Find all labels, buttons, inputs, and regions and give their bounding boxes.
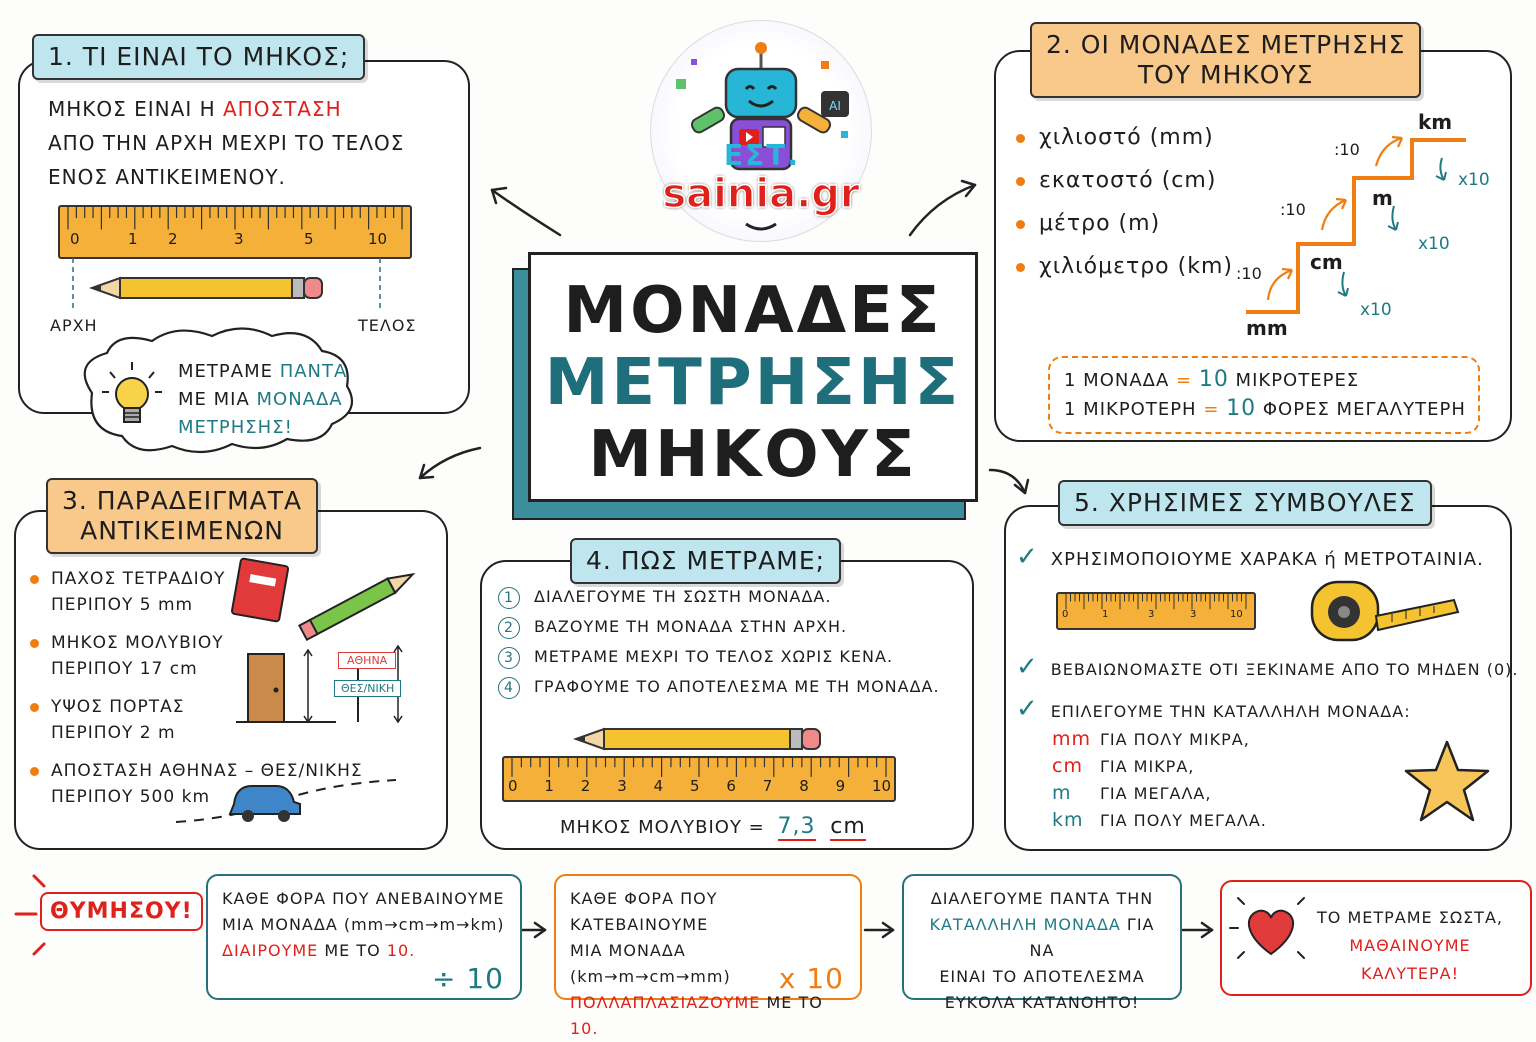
box3-l4: ΕΥΚΟΛΑ ΚΑΤΑΝΟΗΤΟ! [944, 993, 1140, 1012]
remember-box-3 [902, 874, 1182, 1012]
cloud-text-b: ΠΑΝΤΑ [279, 361, 348, 382]
stair-div-2: :10 [1280, 200, 1306, 219]
ruler-tick-label: 2 [168, 229, 178, 248]
step-item [498, 582, 940, 612]
car-icon [176, 774, 406, 834]
tip-1-text: ΧΡΗΣΙΜΟΠΟΙΟΥΜΕ ΧΑΡΑΚΑ ή ΜΕΤΡΟΤΑΙΝΙΑ. [1050, 549, 1484, 570]
definition-part-c: ΕΝΟΣ ΑΝΤΙΚΕΙΜΕΝΟΥ. [48, 165, 286, 189]
unit-label: χιλιοστό (mm) [1039, 125, 1214, 150]
unit-list [1016, 116, 1233, 288]
tip-1 [1016, 542, 1484, 572]
box2-l2: ΜΙΑ ΜΟΝΑΔΑ (km→m→cm→mm) [570, 941, 731, 986]
step-number: 2 [498, 617, 520, 639]
unit-item [1016, 245, 1233, 288]
box1-l2: ΜΙΑ ΜΟΝΑΔΑ (mm→cm→m→km) [222, 915, 505, 934]
section-1-title: 1. ΤΙ ΕΙΝΑΙ ΤΟ ΜΗΚΟΣ; [32, 34, 365, 80]
logo-small-text: ΕΣΤ. [724, 139, 800, 172]
cloud-text-a: ΜΕΤΡΑΜΕ [178, 361, 280, 382]
choice-text: ΓΙΑ ΠΟΛΥ ΜΙΚΡΑ, [1100, 730, 1250, 749]
step-number: 3 [498, 647, 520, 669]
unit-item [1016, 202, 1233, 245]
ruler-tick-label: 7 [762, 776, 773, 795]
bullet-icon [30, 639, 39, 648]
step-number: 4 [498, 677, 520, 699]
rule1-n: 10 [1198, 367, 1229, 392]
title-line-1: ΜΟΝΑΔΕΣ [563, 274, 943, 348]
section-3-title-l2: ΑΝΤΙΚΕΙΜΕΝΩΝ [80, 516, 284, 545]
section-2-title-l2: ΤΟΥ ΜΗΚΟΥΣ [1137, 60, 1314, 89]
ruler-tick-label: 3 [1190, 609, 1197, 621]
bullet-icon [1016, 263, 1025, 272]
rule2-b: ΦΟΡΕΣ ΜΕΓΑΛΥΤΕΡΗ [1256, 399, 1466, 420]
remember-label: ΘΥΜΗΣΟΥ! [40, 892, 203, 931]
logo-text: sainia.gr [662, 171, 860, 217]
box4-l1: ΤΟ ΜΕΤΡΑΜΕ ΣΩΣΤΑ, [1317, 908, 1503, 927]
ruler-tick-label: 0 [508, 776, 518, 795]
box4-red: ΜΑΘΑΙΝΟΥΜΕ ΚΑΛΥΤΕΡΑ! [1349, 936, 1471, 983]
box3-l1: ΔΙΑΛΕΓΟΥΜΕ ΠΑΝΤΑ ΤΗΝ [930, 889, 1154, 908]
unit-label: μέτρο (m) [1039, 211, 1161, 236]
stair-mul-2: x10 [1418, 234, 1450, 254]
step-item [498, 642, 940, 672]
section-1-definition [48, 92, 458, 194]
steps-list [498, 582, 940, 702]
choice-unit: cm [1052, 755, 1083, 777]
notebook-icon [230, 558, 290, 622]
ruler-tick-label: 5 [304, 229, 314, 248]
stair-km: km [1418, 110, 1453, 134]
definition-part-a: ΜΗΚΟΣ ΕΙΝΑΙ Η [48, 97, 223, 121]
ruler-tick-label: 10 [1230, 609, 1243, 621]
ruler-tick-label: 3 [234, 229, 244, 248]
title-block [528, 252, 978, 502]
heart-icon [1226, 888, 1316, 968]
ruler-tick-label: 9 [835, 776, 846, 795]
pencil-2-icon [296, 568, 426, 638]
definition-part-b: ΑΠΟ ΤΗΝ ΑΡΧΗ ΜΕΧΡΙ ΤΟ ΤΕΛΟΣ [48, 131, 405, 155]
choice-item [1052, 807, 1267, 834]
ruler-3 [1056, 592, 1256, 630]
section-3-title [46, 478, 318, 554]
step-text: ΜΕΤΡΑΜΕ ΜΕΧΡΙ ΤΟ ΤΕΛΟΣ ΧΩΡΙΣ ΚΕΝΑ. [534, 647, 894, 666]
remember-box-2 [554, 874, 862, 1038]
box2-l1: ΚΑΘΕ ΦΟΡΑ ΠΟΥ ΚΑΤΕΒΑΙΝΟΥΜΕ [570, 889, 718, 934]
start-label: ΑΡΧΗ [50, 316, 98, 335]
choice-text: ΓΙΑ ΠΟΛΥ ΜΕΓΑΛΑ. [1100, 811, 1267, 830]
tip-2-text: ΒΕΒΑΙΩΝΟΜΑΣΤΕ ΟΤΙ ΞΕΚΙΝΑΜΕ ΑΠΟ ΤΟ ΜΗΔΕΝ (0). [1050, 660, 1519, 679]
cloud-text-e: ΜΕΤΡΗΣΗΣ! [178, 417, 293, 438]
box1-sym: ÷ 10 [432, 962, 504, 995]
ruler-tick-label: 3 [617, 776, 627, 795]
ruler-tick-label: 5 [690, 776, 700, 795]
ruler-tick-label: 2 [580, 776, 591, 795]
step-text: ΒΑΖΟΥΜΕ ΤΗ ΜΟΝΑΔΑ ΣΤΗΝ ΑΡΧΗ. [534, 617, 848, 636]
ruler-tick-label: 10 [872, 776, 892, 795]
ruler-2 [502, 756, 896, 802]
rule2-eq: = [1203, 399, 1220, 420]
check-icon: ✓ [1016, 542, 1039, 572]
sign-thessaloniki: ΘΕΣ/ΝΙΚΗ [334, 680, 401, 697]
svg-text:AI: AI [829, 99, 841, 113]
box1-mid: ΜΕ ΤΟ [318, 941, 387, 960]
example-l2: ΠΕΡΙΠΟΥ 17 cm [51, 659, 198, 679]
step-number: 1 [498, 587, 520, 609]
choice-item [1052, 780, 1267, 807]
example-l2: ΠΕΡΙΠΟΥ 2 m [51, 723, 176, 743]
step-text: ΔΙΑΛΕΓΟΥΜΕ ΤΗ ΣΩΣΤΗ ΜΟΝΑΔΑ. [534, 587, 832, 606]
check-icon: ✓ [1016, 694, 1039, 724]
bullet-icon [1016, 220, 1025, 229]
box2-mid: ΜΕ ΤΟ [760, 993, 823, 1012]
bullet-icon [30, 575, 39, 584]
choice-item [1052, 753, 1267, 780]
tip-3 [1016, 694, 1411, 724]
cloud-text-d: ΜΟΝΑΔΑ [256, 389, 343, 410]
title-line-3: ΜΗΚΟΥΣ [588, 418, 918, 492]
result-label: ΜΗΚΟΣ ΜΟΛΥΒΙΟΥ = [560, 817, 765, 838]
ruler-tick-label: 1 [544, 776, 554, 795]
check-icon: ✓ [1016, 652, 1039, 682]
bullet-icon [30, 703, 39, 712]
sign-athens: ΑΘΗΝΑ [338, 652, 396, 669]
stair-div-1: :10 [1236, 264, 1262, 283]
ruler-3-ticks [1058, 594, 1254, 628]
section-5-title: 5. ΧΡΗΣΙΜΕΣ ΣΥΜΒΟΥΛΕΣ [1058, 480, 1432, 526]
rule2-n: 10 [1226, 396, 1257, 421]
choice-unit: mm [1052, 728, 1092, 750]
step-item [498, 672, 940, 702]
unit-label: εκατοστό (cm) [1039, 168, 1217, 193]
ruler-tick-label: 4 [653, 776, 664, 795]
result-value: 7,3 [777, 814, 816, 839]
ruler-tick-label: 6 [726, 776, 736, 795]
section-3-title-l1: 3. ΠΑΡΑΔΕΙΓΜΑΤΑ [62, 486, 303, 515]
stair-mul-3: x10 [1360, 300, 1392, 320]
section-2-title-l1: 2. ΟΙ ΜΟΝΑΔΕΣ ΜΕΤΡΗΣΗΣ [1046, 30, 1406, 59]
bullet-icon [30, 767, 39, 776]
unit-choices [1052, 726, 1267, 834]
ruler-tick-label: 0 [70, 229, 80, 248]
unit-item [1016, 159, 1233, 202]
unit-item [1016, 116, 1233, 159]
ruler-1 [58, 205, 412, 259]
ruler-tick-label: 10 [368, 229, 388, 248]
box2-num: 10. [570, 1019, 599, 1038]
section-4-title: 4. ΠΩΣ ΜΕΤΡΑΜΕ; [570, 538, 841, 584]
step-text: ΓΡΑΦΟΥΜΕ ΤΟ ΑΠΟΤΕΛΕΣΜΑ ΜΕ ΤΗ ΜΟΝΑΔΑ. [534, 677, 940, 696]
result-unit: cm [830, 814, 866, 839]
box1-l1: ΚΑΘΕ ΦΟΡΑ ΠΟΥ ΑΝΕΒΑΙΝΟΥΜΕ [222, 889, 505, 908]
start-end-markers [60, 258, 400, 318]
cloud-text-c: ΜΕ ΜΙΑ [178, 389, 257, 410]
choice-text: ΓΙΑ ΜΙΚΡΑ, [1100, 757, 1195, 776]
ruler-tick-label: 3 [1148, 609, 1155, 621]
box3-l2b: ΓΙΑ ΝΑ [1029, 915, 1155, 960]
bullet-icon [1016, 134, 1025, 143]
example-l1: ΥΨΟΣ ΠΟΡΤΑΣ [51, 697, 185, 717]
box1-red: ΔΙΑΙΡΟΥΜΕ [222, 941, 319, 960]
definition-highlight: ΑΠΟΣΤΑΣΗ [222, 97, 342, 121]
example-l1: ΑΠΟΣΤΑΣΗ ΑΘΗΝΑΣ – ΘΕΣ/ΝΙΚΗΣ [51, 761, 363, 781]
ruler-tick-label: 8 [799, 776, 809, 795]
stair-mul-1: x10 [1458, 170, 1490, 190]
box4-text [1310, 904, 1510, 988]
rule2-a: 1 ΜΙΚΡΟΤΕΡΗ [1064, 399, 1204, 420]
box3-teal: ΚΑΤΑΛΛΗΛΗ ΜΟΝΑΔΑ [929, 915, 1121, 934]
measure-result [560, 814, 866, 839]
lightbulb-icon [102, 362, 162, 442]
title-line-2: ΜΕΤΡΗΣΗΣ [544, 346, 962, 420]
box3-l3: ΕΙΝΑΙ ΤΟ ΑΠΟΤΕΛΕΣΜΑ [939, 967, 1145, 986]
stair-m: m [1372, 186, 1393, 210]
choice-unit: m [1052, 782, 1072, 804]
bullet-icon [1016, 177, 1025, 186]
rule1-b: ΜΙΚΡΟΤΕΡΕΣ [1228, 370, 1360, 391]
rule1-a: 1 ΜΟΝΑΔΑ [1064, 370, 1176, 391]
tape-measure-icon [1306, 576, 1466, 646]
end-label: ΤΕΛΟΣ [358, 316, 417, 335]
unit-rule-text [1064, 366, 1466, 424]
box2-red: ΠΟΛΛΑΠΛΑΣΙΑΖΟΥΜΕ [570, 993, 761, 1012]
choice-unit: km [1052, 809, 1084, 831]
unit-label: χιλιόμετρο (km) [1039, 254, 1233, 279]
pencil-3-icon [576, 726, 826, 752]
smile-icon [651, 21, 871, 241]
logo [650, 20, 872, 242]
example-l1: ΜΗΚΟΣ ΜΟΛΥΒΙΟΥ [51, 633, 224, 653]
choice-text: ΓΙΑ ΜΕΓΑΛΑ, [1100, 784, 1212, 803]
stair-div-3: :10 [1334, 140, 1360, 159]
example-l2: ΠΕΡΙΠΟΥ 5 mm [51, 595, 194, 615]
choice-item [1052, 726, 1267, 753]
star-icon [1402, 738, 1492, 824]
stair-cm: cm [1310, 250, 1343, 274]
tip-3-text: ΕΠΙΛΕΓΟΥΜΕ ΤΗΝ ΚΑΤΑΛΛΗΛΗ ΜΟΝΑΔΑ: [1050, 702, 1411, 721]
box2-sym: x 10 [778, 962, 844, 995]
ruler-tick-label: 1 [128, 229, 138, 248]
example-l2: ΠΕΡΙΠΟΥ 500 km [51, 787, 210, 807]
example-l1: ΠΑΧΟΣ ΤΕΤΡΑΔΙΟΥ [51, 569, 226, 589]
ruler-tick-label: 1 [1102, 609, 1109, 621]
remember-box-1 [206, 874, 522, 1000]
section-2-title [1030, 22, 1421, 98]
cloud-text [178, 358, 347, 442]
rule1-eq: = [1176, 370, 1193, 391]
step-item [498, 612, 940, 642]
ruler-tick-label: 0 [1062, 609, 1069, 621]
box1-num: 10. [386, 941, 416, 960]
tip-2 [1016, 652, 1518, 682]
stair-mm: mm [1246, 316, 1288, 340]
